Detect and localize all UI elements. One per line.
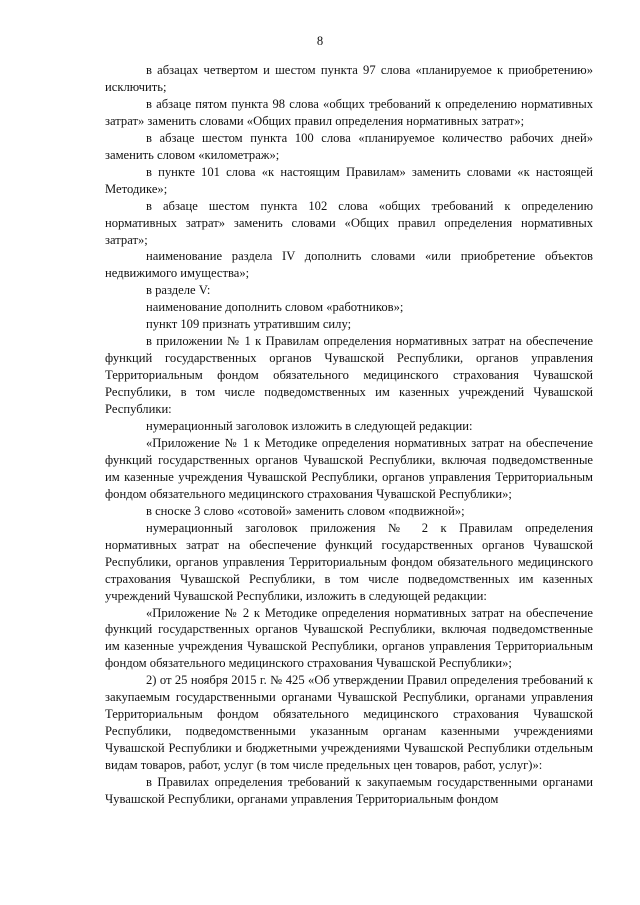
- page-number: 8: [316, 34, 324, 48]
- paragraph: в абзацах четвертом и шестом пункта 97 слова «планируемое к приобретению» исключить;: [105, 63, 593, 94]
- paragraph: в абзаце шестом пункта 100 слова «планируемое количество рабочих дней» заменить словом «километраж»;: [105, 130, 593, 162]
- paragraph: нумерационный заголовок приложения № 2 к Правилам определения нормативных затрат на обеспечение функций государственных органов Чувашской Республики, органов управления Территориальным фондом обязательного медицинского страхования Чувашской Республики, в том числе подведомственных им казенных учреждений Чувашской Республики, изложить в следующей редакции:: [105, 520, 593, 603]
- paragraph: в разделе V:: [146, 283, 211, 298]
- paragraph: в сноске 3 слово «сотовой» заменить словом «подвижной»;: [146, 503, 465, 518]
- paragraph: пункт 109 признать утратившим силу;: [146, 317, 352, 332]
- paragraph: 2) от 25 ноября 2015 г. № 425 «Об утверждении Правил определения требований к закупаемым государственными органами Чувашской Республики, органами управления Территориальным фондом обязательного медицинского страхования Чувашской Республики, подведомственными указанным органам казенными учреждениями Чувашской Республики и бюджетными учреждениями Чувашской Республики отдельным видам товаров, работ, услуг (в том числе предельных цен товаров, работ, услуг)»:: [105, 673, 593, 773]
- paragraph: наименование дополнить словом «работников»;: [146, 300, 404, 315]
- paragraph: нумерационный заголовок изложить в следующей редакции:: [146, 419, 473, 434]
- paragraph: в приложении № 1 к Правилам определения нормативных затрат на обеспечение функций государственных органов Чувашской Республики, органов управления Территориальным фондом обязательного медицинского страхования Чувашской Республики, в том числе подведомственных им казенных учреждений Чувашской Республики:: [105, 334, 593, 417]
- paragraph: наименование раздела IV дополнить словами «или приобретение объектов недвижимого имущества»;: [105, 249, 593, 281]
- document-body: [105, 62, 593, 808]
- paragraph: в абзаце пятом пункта 98 слова «общих требований к определению нормативных затрат» заменить словами «Общих правил определения нормативных затрат»;: [105, 96, 593, 128]
- paragraph: в пункте 101 слова «к настоящим Правилам» заменить словами «к настоящей Методике»;: [105, 164, 593, 196]
- paragraph: «Приложение № 2 к Методике определения нормативных затрат на обеспечение функций государственных органов Чувашской Республики, включая подведомственные им казенные учреждения Чувашской Республики, органов управления Территориальным фондом обязательного медицинского страхования Чувашской Республики»;: [105, 605, 593, 671]
- paragraph: в абзаце шестом пункта 102 слова «общих требований к определению нормативных затрат» заменить словами «Общих правил определения нормативных затрат»;: [105, 198, 593, 247]
- paragraph: в Правилах определения требований к закупаемым государственными органами Чувашской Республики, органами управления Территориальным фондом: [105, 775, 593, 806]
- paragraph: «Приложение № 1 к Методике определения нормативных затрат на обеспечение функций государственных органов Чувашской Республики, включая подведомственные им казенные учреждения Чувашской Республики, органов управления Территориальным фондом обязательного медицинского страхования Чувашской Республики»;: [105, 435, 593, 501]
